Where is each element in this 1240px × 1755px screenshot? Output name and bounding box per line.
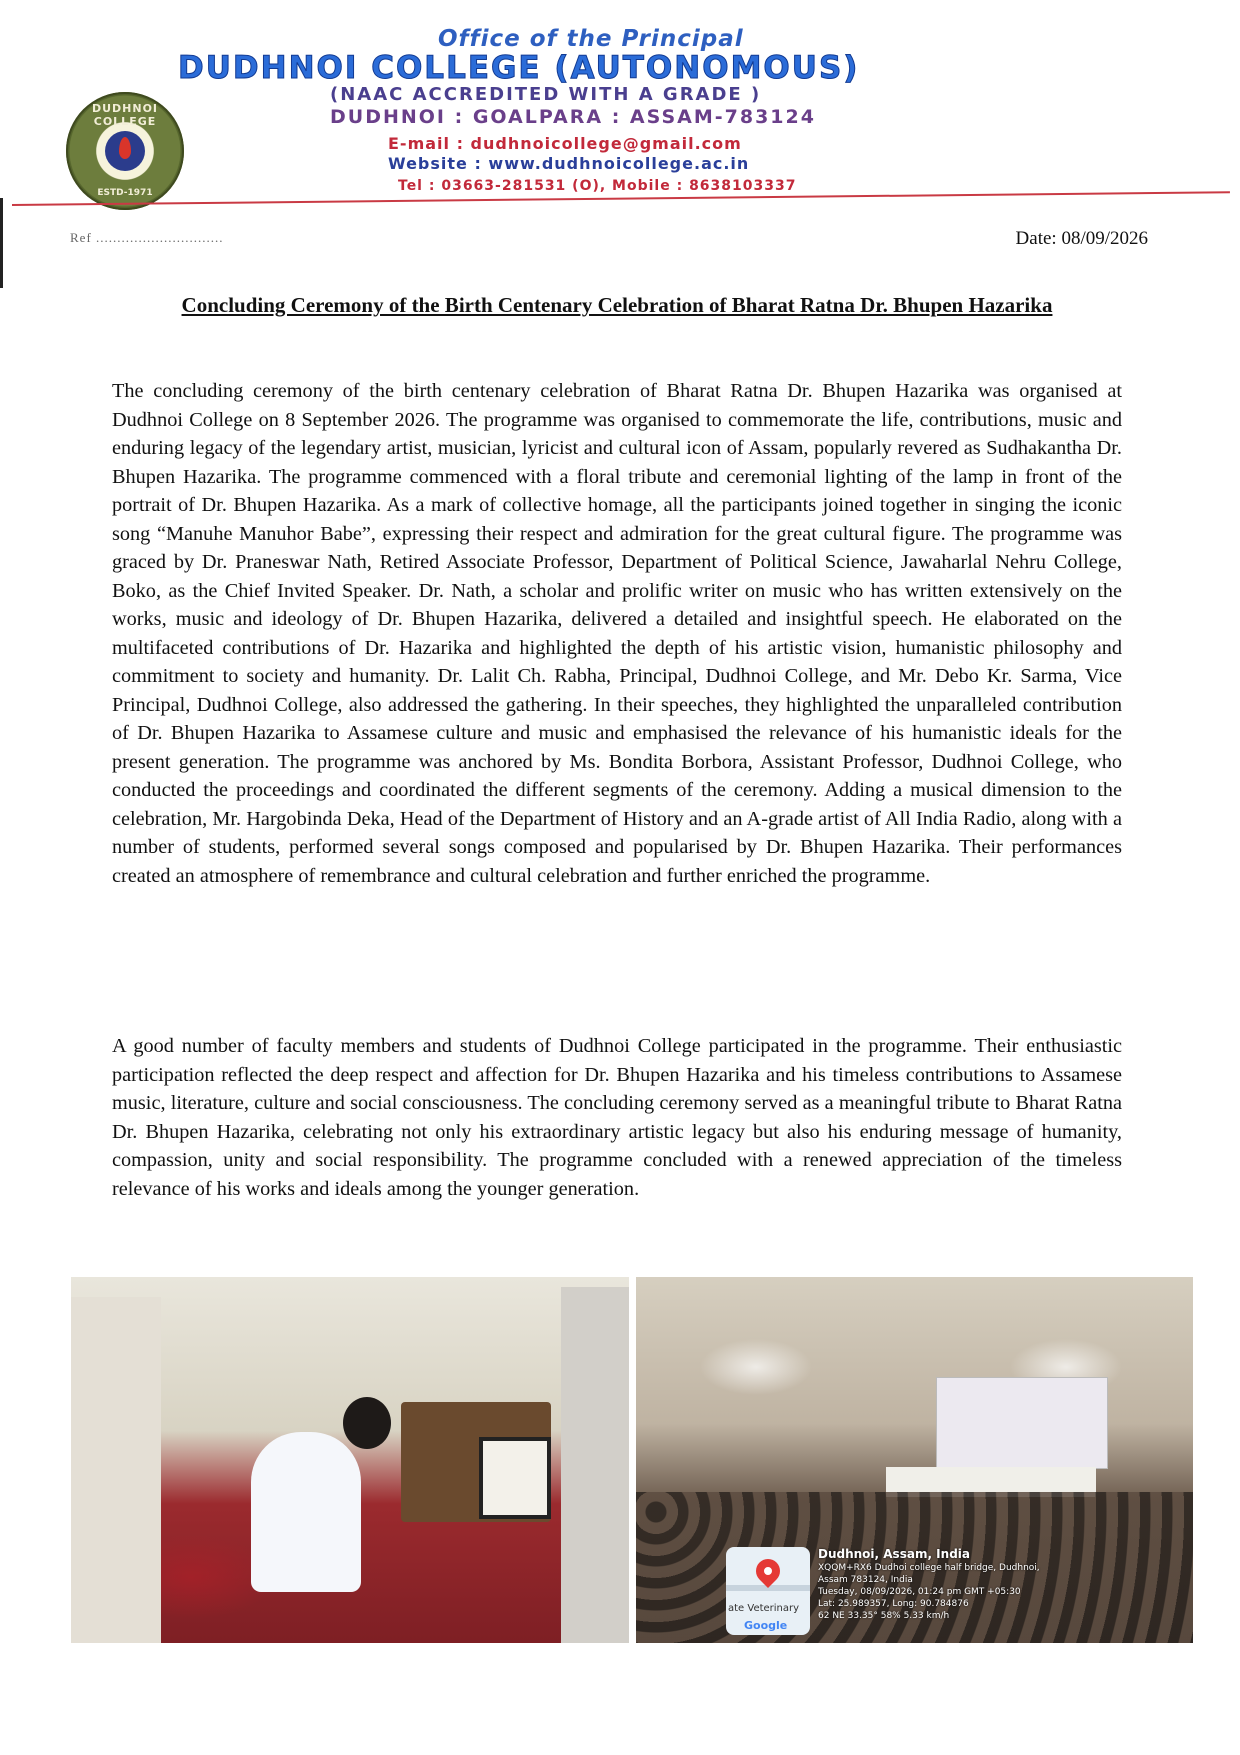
document-title: Concluding Ceremony of the Birth Centenary Celebration of Bharat Ratna Dr. Bhupen Hazarika (181, 293, 1053, 317)
seal-bottom-text: ESTD-1971 (97, 188, 153, 198)
lamp-icon (105, 131, 145, 171)
email-line: E-mail : dudhnoicollege@gmail.com (388, 134, 742, 153)
geotag-weather: 62 NE 33.35° 58% 5.33 km/h (818, 1611, 950, 1621)
seal-top-text: DUDHNOI COLLEGE (91, 102, 159, 128)
geotag-overlay (726, 1547, 1176, 1637)
photo-person-right (561, 1287, 629, 1643)
college-seal-icon (66, 92, 184, 210)
photo-floral-tribute (71, 1277, 629, 1643)
geotag-details (818, 1547, 1178, 1622)
letterhead (0, 0, 1240, 215)
photo-person-head (343, 1397, 391, 1449)
geotag-address-2: Assam 783124, India (818, 1575, 913, 1585)
photo-person-left (71, 1297, 161, 1643)
reference-line: Ref .............................. (70, 230, 224, 245)
body-paragraph-1: The concluding ceremony of the birth centenary celebration of Bharat Ratna Dr. Bhupen Hazarika was organised at Dudhnoi College on 8 September 2026. The programme was organised to commemorate the life, contributions, music and enduring legacy of the legendary artist, musician, lyricist and cultural icon of Assam, popularly revered as Sudhakantha Dr. Bhupen Hazarika. The programme commenced with a floral tribute and ceremonial lighting of the lamp in front of the portrait of Dr. Bhupen Hazarika. As a mark of collective homage, all the participants joined together in singing the iconic song “Manuhe Manuhor Babe”, expressing their respect and admiration for the great cultural figure. The programme was graced by Dr. Praneswar Nath, Retired Associate Professor, Department of Political Science, Jawaharlal Nehru College, Boko, as the Chief Invited Speaker. Dr. Nath, a scholar and prolific writer on music who has written extensively on the works, music and ideology of Dr. Bhupen Hazarika, delivered a detailed and insightful speech. He elaborated on the multifaceted contributions of Dr. Hazarika and highlighted the depth of his artistic vision, humanistic philosophy and commitment to society and humanity. Dr. Lalit Ch. Rabha, Principal, Dudhnoi College, and Mr. Debo Kr. Sarma, Vice Principal, Dudhnoi College, also addressed the gathering. In their speeches, they highlighted the unparalleled contribution of Dr. Bhupen Hazarika to Assamese culture and music and emphasised the relevance of his humanistic ideals for the present generation. The programme was anchored by Ms. Bondita Borbora, Assistant Professor, Dudhnoi College, who conducted the proceedings and coordinated the different segments of the ceremony. Adding a musical dimension to the celebration, Mr. Hargobinda Deka, Head of the Department of History and an A-grade artist of All India Radio, along with a number of students, performed several songs composed and popularised by Dr. Bhupen Hazarika. Their performances created an atmosphere of remembrance and cultural celebration and further enriched the programme. (112, 380, 1122, 887)
map-caption: ate Veterinary (728, 1603, 800, 1614)
photo-portrait-frame (479, 1437, 551, 1519)
map-pin-icon (751, 1554, 785, 1588)
phone-line: Tel : 03663-281531 (O), Mobile : 8638103337 (398, 178, 797, 194)
college-address: DUDHNOI : GOALPARA : ASSAM-783124 (330, 106, 816, 128)
photo-audience-hall (636, 1277, 1193, 1643)
map-brand: Google (744, 1619, 788, 1632)
college-name: DUDHNOI COLLEGE (AUTONOMOUS) (178, 50, 860, 86)
website-line: Website : www.dudhnoicollege.ac.in (388, 154, 750, 173)
accreditation: (NAAC ACCREDITED WITH A GRADE ) (330, 84, 762, 105)
office-heading: Office of the Principal (438, 26, 744, 52)
geotag-datetime: Tuesday, 08/09/2026, 01:24 pm GMT +05:30 (818, 1587, 1021, 1597)
photo-person-bowing (251, 1432, 361, 1592)
geotag-address-1: XQQM+RX6 Dudhoi college half bridge, Dudhnoi, (818, 1563, 1040, 1573)
body-paragraph-2: A good number of faculty members and students of Dudhnoi College participated in the programme. Their enthusiastic participation reflected the deep respect and affection for Dr. Bhupen Hazarika and his timeless contributions to Assamese music, literature, culture and social consciousness. The concluding ceremony served as a meaningful tribute to Bharat Ratna Dr. Bhupen Hazarika, celebrating not only his extraordinary artistic legacy but also his enduring message of humanity, compassion, unity and social responsibility. The programme concluded with a renewed appreciation of the timeless relevance of his works and ideals among the younger generation. (112, 1035, 1122, 1200)
geotag-coordinates: Lat: 25.989357, Long: 90.784876 (818, 1599, 969, 1609)
geotag-place: Dudhnoi, Assam, India (818, 1547, 970, 1561)
photo-stage-banner (936, 1377, 1108, 1469)
scan-edge-mark (0, 198, 3, 288)
geotag-map-thumbnail (726, 1547, 810, 1635)
document-date: Date: 08/09/2026 (1015, 228, 1148, 249)
